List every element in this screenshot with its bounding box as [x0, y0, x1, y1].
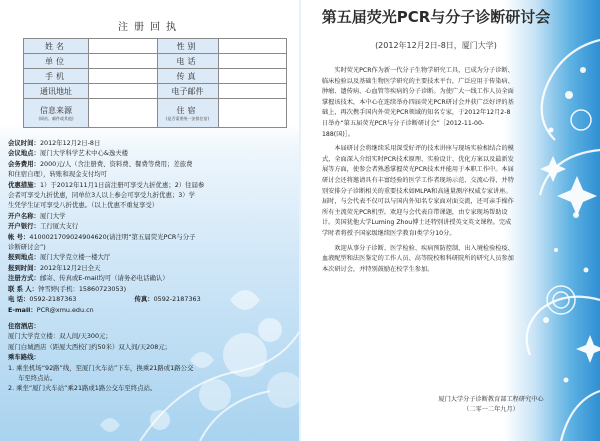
- fax-field[interactable]: [218, 69, 287, 84]
- field-label: 性别: [157, 39, 218, 54]
- announcement-body: [322, 66, 516, 279]
- form-row: [24, 84, 287, 99]
- field-label: 通讯地址: [24, 84, 89, 99]
- info-source-field[interactable]: [89, 99, 158, 128]
- address-field[interactable]: [89, 84, 158, 99]
- field-note: (是否需要统一安排住宿): [165, 115, 210, 121]
- issue-date: （二零一二年九月）: [463, 406, 519, 413]
- info-fee-cont: 和住宿自理），转账和现金支付均可: [8, 170, 108, 179]
- field-label: 电子邮件: [157, 84, 218, 99]
- info-phone-fax: 电 话：0592-2187363 传真：0592-2187363: [8, 295, 201, 304]
- paragraph: 欢迎从事分子诊断、医学检验、疾病预防控制、出入境检验检疫、血液配型和法医鉴定的工作人员、高等院校和科研院所的研究人员参加本次研讨会，并特别鼓励在校学生参加。: [322, 244, 514, 273]
- info-reg-place: 报到地点：厦门大学克立楼一楼大厅: [8, 253, 111, 262]
- signature-block: [421, 395, 561, 415]
- conference-subtitle: (2012年12月2日-8日，厦门大学): [375, 41, 497, 50]
- field-label: 电话: [157, 54, 218, 69]
- field-label: [24, 99, 89, 128]
- form-row: [24, 99, 287, 128]
- field-label: 手机: [24, 69, 89, 84]
- info-route-label: 乘车路线：: [8, 353, 40, 362]
- form-row: [24, 54, 287, 69]
- accommodation-field[interactable]: [218, 99, 287, 128]
- field-label-text: 住宿: [176, 105, 199, 115]
- info-venue: 会议地点：厦门大学科学艺术中心&逸夫楼: [8, 149, 129, 158]
- info-method: 注册方式：邮寄、传真或E-mail均可（请务必电话确认）: [8, 274, 169, 283]
- field-label: 姓名: [24, 39, 89, 54]
- field-label-text: 信息来源: [40, 105, 72, 115]
- info-account-cont: 诊断研讨会”): [8, 243, 46, 252]
- info-account-name: 开户名称：厦门大学: [8, 211, 66, 220]
- form-row: [24, 69, 287, 84]
- info-route-cont: 车至终点站。: [18, 373, 57, 382]
- meeting-info: [8, 138, 290, 394]
- name-field[interactable]: [89, 39, 158, 54]
- field-label: 传真: [157, 69, 218, 84]
- email-link[interactable]: PCR@xmu.edu.cn: [36, 305, 94, 314]
- announcement-panel: [301, 0, 600, 441]
- gender-field[interactable]: [218, 39, 287, 54]
- paragraph: 实时荧光PCR作为新一代分子生物学研究工具，已成为分子诊断、临床检验以及基础生物医学研究的主要技术平台，广泛应用于传染病、肿瘤、遗传病、心血管等疾病的分子诊断。为使广大一线工作人员全面掌握该技术，本中心在连续举办四届荧光PCR研讨会并获广泛好评的基础上，再次携手国内外荧光PCR领域的知名专家，于2012年12月2-8日举办“第五届荧光PCR与分子诊断研讨会”［2012-11-00-188(国)］。: [322, 67, 514, 138]
- info-time: 会议时间：2012年12月2日-8日: [8, 139, 101, 147]
- registration-form: [23, 38, 287, 128]
- phone-field[interactable]: [218, 54, 287, 69]
- info-discount-cont: 会者可享受九折优惠，同单位3人以上参会可享受九折优惠；3）学: [8, 191, 196, 200]
- info-hotel: 厦门白城酒店（距厦大西校门约50米）双人间/天208元；: [8, 342, 172, 351]
- info-reg-time: 报到时间：2012年12月2日全天: [8, 263, 101, 272]
- field-note: (网站、邮件或其他): [38, 115, 74, 121]
- info-hotel-label: 住宿酒店：: [8, 321, 40, 330]
- info-route: 2. 乘坐“厦门火车站”乘21路或1路公交车至终点站。: [8, 384, 157, 393]
- email-field[interactable]: [218, 84, 287, 99]
- registration-title: 注册回执: [118, 22, 182, 33]
- organizer-name: 厦门大学分子诊断教育部工程研究中心: [438, 396, 544, 403]
- info-fee: 会务费用：2000元/人（含注册费、资料费、餐费等费用；差旅费: [8, 159, 193, 168]
- info-contact: 联 系 人：钟雪婷(手机：15860723053): [8, 284, 127, 293]
- form-row: [24, 39, 287, 54]
- info-account: 帐 号：4100021709024904620(请注明“第五届荧光PCR与分子: [8, 232, 196, 241]
- organization-field[interactable]: [89, 54, 158, 69]
- conference-title: 第五届荧光PCR与分子诊断研讨会: [321, 8, 551, 26]
- field-label: [157, 99, 218, 128]
- field-label: 单位: [24, 54, 89, 69]
- info-hotel: 厦门大学克立楼：双人间/天300元；: [8, 332, 112, 341]
- info-discount-cont: 生凭学生证可享受八折优惠。（以上优惠不重复享受）: [8, 201, 159, 210]
- info-route: 1. 乘坐机场“92路”线，至厦门火车站”下车，换乘21路或1路公交: [8, 363, 194, 372]
- info-email: E-mail：PCR@xmu.edu.cn: [8, 305, 94, 314]
- mobile-field[interactable]: [89, 69, 158, 84]
- paragraph: 本届研讨会将继续采用深受好评的技术讲座与现场实验相结合的模式，全面深入介绍实时PCR技术原理、实验设计、优化方案以及最新发展等方面，使参会者熟悉掌握荧光PCR技术并能用于本职工作中。本届研讨会还将邀请具有丰富经验的医学工作者现场示范、交流心得，并特别安排分子诊断相关的重要技术如MLPA和高通量测序权威专家讲座。届时，与会代表不仅可以与国内外知名专家面对面交流，还可亲手操作所有主流荧光PCR机型。欢迎与会代表自带课题，由专家现场帮助设计。美国犹他大学Luming Zhou博士还特别讲授英文英文课程。完成学时者将授予国家级继续医学教育Ⅰ类学分10分。: [322, 145, 514, 237]
- info-bank: 开户银行：工行厦大支行: [8, 222, 79, 231]
- info-discount: 优惠措施：1）于2012年11月1日前注册可享受九折优惠；2）往届参: [8, 180, 205, 189]
